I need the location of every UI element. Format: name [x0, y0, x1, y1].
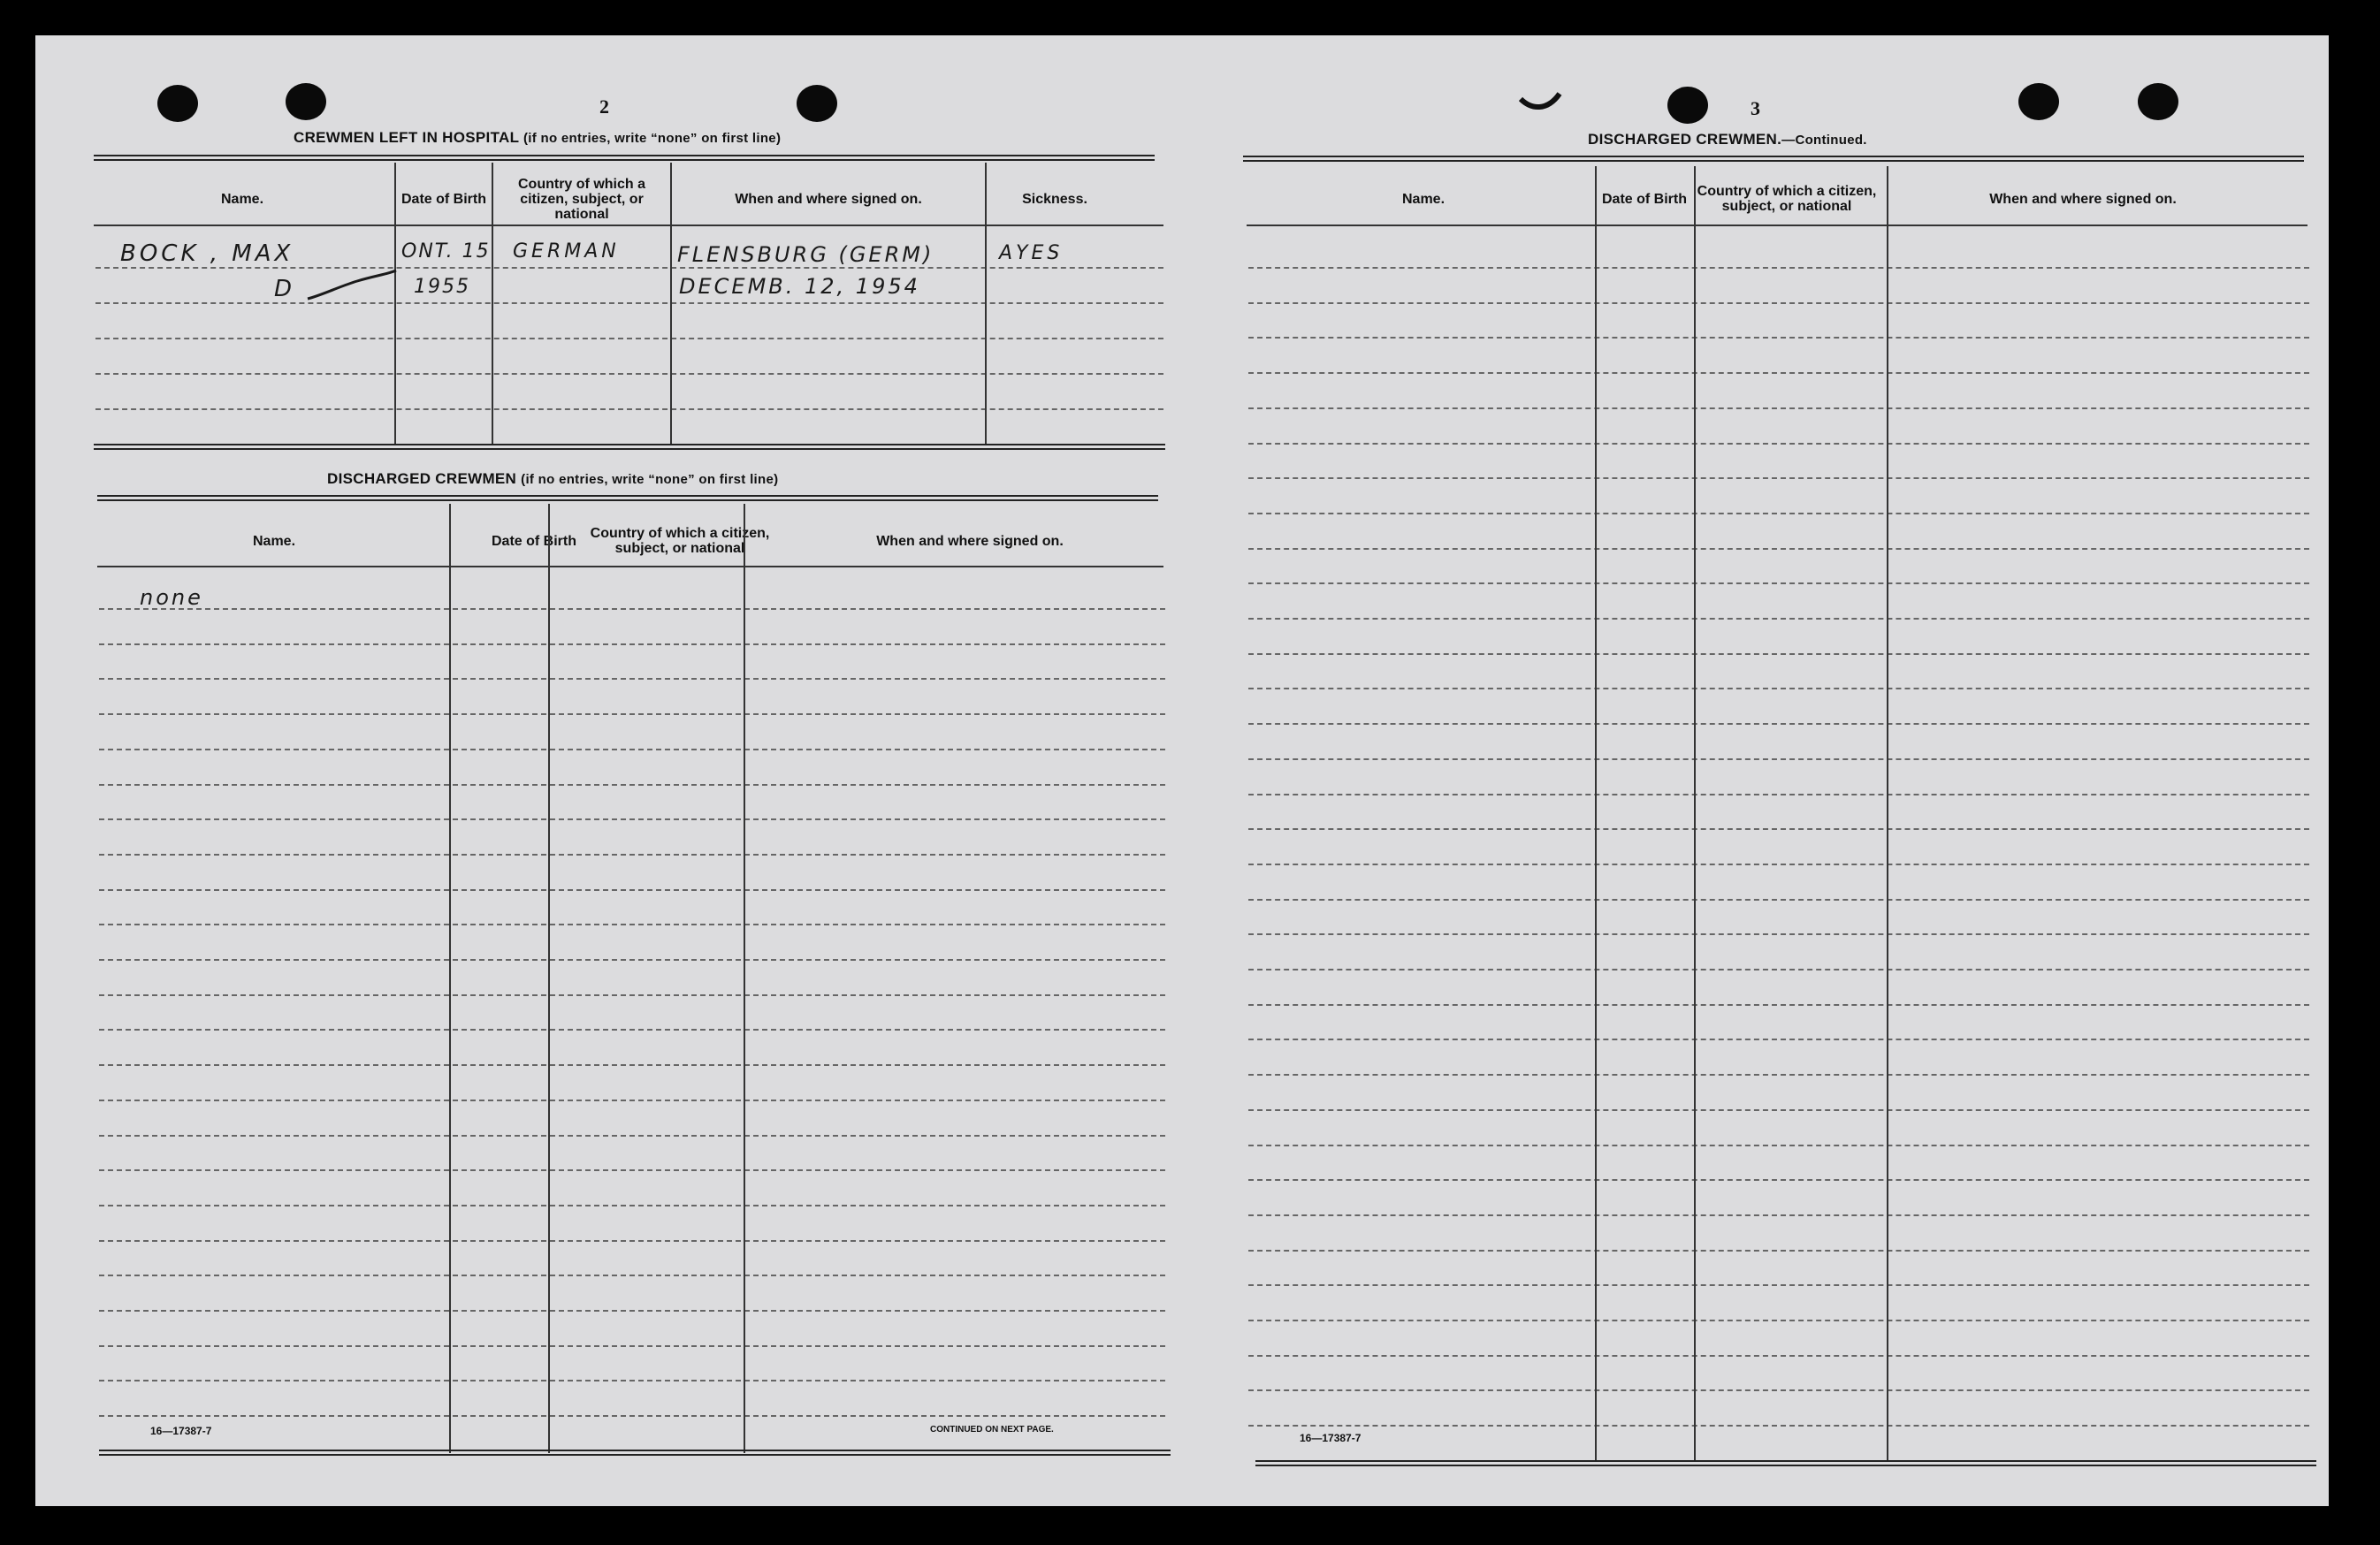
- ruled-entry-line: [95, 302, 1163, 304]
- ruled-entry-line: [95, 408, 1163, 410]
- ruled-entry-line: [1248, 933, 2309, 935]
- discharged-entry-none: none: [140, 585, 203, 610]
- ruled-entry-line: [1248, 1355, 2309, 1357]
- ruled-entry-line: [1248, 828, 2309, 830]
- ruled-entry-line: [99, 1415, 1165, 1417]
- page-corner-mark: [1519, 88, 1563, 115]
- ruled-entry-line: [99, 784, 1165, 786]
- punch-hole-icon: [157, 85, 198, 122]
- ruled-entry-line: [1248, 864, 2309, 865]
- ruled-entry-line: [99, 818, 1165, 820]
- ruled-entry-line: [99, 1100, 1165, 1101]
- discharged-col-name: Name.: [252, 533, 296, 549]
- ruled-entry-line: [95, 338, 1163, 339]
- hospital-subtitle-text: (if no entries, write “none” on first line): [523, 131, 782, 146]
- ruled-entry-line: [1248, 1145, 2309, 1146]
- document-sheet: [35, 35, 2329, 1506]
- ruled-entry-line: [99, 678, 1165, 680]
- ruled-entry-line: [1248, 548, 2309, 550]
- ruled-entry-line: [99, 1310, 1165, 1312]
- hospital-col-divider: [670, 163, 672, 445]
- ruled-entry-line: [1248, 1284, 2309, 1286]
- ruled-entry-line: [99, 889, 1165, 891]
- right-col-dob: Date of Birth: [1602, 191, 1687, 207]
- hospital-bottom-rule: [94, 444, 1165, 450]
- ruled-entry-line: [1248, 267, 2309, 269]
- form-number: 16—17387-7: [150, 1425, 212, 1437]
- ruled-entry-line: [1248, 618, 2309, 620]
- hospital-entry-sickness: AYES: [999, 242, 1064, 264]
- ruled-entry-line: [99, 854, 1165, 856]
- punch-hole-icon: [2018, 83, 2059, 120]
- ruled-entry-line: [1248, 513, 2309, 514]
- ruled-entry-line: [1248, 1425, 2309, 1427]
- right-col-divider: [1694, 166, 1696, 1462]
- page-number: 3: [1751, 97, 1760, 119]
- discharged-col-dob: Date of Birth: [492, 533, 576, 549]
- hospital-section-title: [294, 129, 781, 147]
- ruled-entry-line: [99, 1205, 1165, 1206]
- hospital-entry-dob: ONT. 15: [401, 240, 491, 263]
- hospital-col-divider: [492, 163, 493, 445]
- right-section-title: [1588, 131, 1867, 148]
- punch-hole-icon: [2138, 83, 2178, 120]
- ruled-entry-line: [1248, 1250, 2309, 1252]
- hospital-col-country: Country of which a citizen, subject, or national: [518, 176, 645, 222]
- discharged-title-text: DISCHARGED CREWMEN: [327, 470, 517, 487]
- discharged-header-bottom-rule: [97, 566, 1163, 567]
- ruled-entry-line: [99, 1240, 1165, 1242]
- hospital-col-signed: When and where signed on.: [735, 191, 922, 207]
- right-header-bottom-rule: [1247, 225, 2308, 226]
- ruled-entry-line: [99, 924, 1165, 925]
- right-col-signed: When and where signed on.: [1989, 191, 2177, 207]
- ruled-entry-line: [1248, 688, 2309, 689]
- hospital-entry-signed-date: DECEMB. 12, 1954: [679, 274, 920, 299]
- discharged-col-country: Country of which a citizen, subject, or national: [590, 526, 770, 556]
- right-col-divider: [1595, 166, 1597, 1462]
- hospital-title-text: CREWMEN LEFT IN HOSPITAL: [294, 129, 519, 146]
- ruled-entry-line: [99, 1064, 1165, 1066]
- ruled-entry-line: [1248, 582, 2309, 584]
- ruled-entry-line: [1248, 1004, 2309, 1006]
- ruled-entry-line: [99, 1345, 1165, 1347]
- discharged-bottom-rule: [99, 1450, 1171, 1456]
- ruled-entry-line: [1248, 1179, 2309, 1181]
- discharged-col-divider: [548, 504, 550, 1453]
- ruled-entry-line: [95, 267, 1163, 269]
- hospital-entry-name-initial: D: [274, 276, 296, 302]
- punch-hole-icon: [1667, 87, 1708, 124]
- ruled-entry-line: [99, 959, 1165, 961]
- ruled-entry-line: [99, 643, 1165, 645]
- ruled-entry-line: [99, 1029, 1165, 1031]
- discharged-section-title: [327, 470, 778, 488]
- discharged-subtitle-text: (if no entries, write “none” on first line): [521, 472, 779, 487]
- ruled-entry-line: [99, 749, 1165, 750]
- ruled-entry-line: [1248, 1109, 2309, 1111]
- page-number: 2: [599, 95, 609, 118]
- right-bottom-rule: [1255, 1460, 2316, 1466]
- ruled-entry-line: [1248, 969, 2309, 970]
- hospital-entry-dob-year: 1955: [414, 276, 470, 298]
- punch-hole-icon: [797, 85, 837, 122]
- right-col-divider: [1887, 166, 1888, 1462]
- ruled-entry-line: [1248, 899, 2309, 901]
- punch-hole-icon: [286, 83, 326, 120]
- ruled-entry-line: [1248, 758, 2309, 760]
- right-title-text: DISCHARGED CREWMEN.: [1588, 131, 1782, 148]
- form-number: 16—17387-7: [1300, 1432, 1362, 1444]
- right-col-country: Country of which a citizen, subject, or national: [1697, 184, 1877, 214]
- ruled-entry-line: [1248, 302, 2309, 304]
- ruled-entry-line: [1248, 337, 2309, 339]
- hospital-col-dob: Date of Birth: [401, 191, 486, 207]
- hospital-entry-name: BOCK , MAX: [120, 240, 294, 267]
- hospital-entry-signed: FLENSBURG (GERM): [677, 242, 934, 267]
- ruled-entry-line: [95, 373, 1163, 375]
- hospital-header-bottom-rule: [94, 225, 1163, 226]
- ruled-entry-line: [99, 1169, 1165, 1171]
- hospital-entry-country: GERMAN: [513, 240, 620, 263]
- ruled-entry-line: [1248, 477, 2309, 479]
- ruled-entry-line: [99, 608, 1165, 610]
- ruled-entry-line: [99, 994, 1165, 996]
- discharged-col-divider: [744, 504, 745, 1453]
- hospital-col-divider: [985, 163, 987, 445]
- handwritten-flourish: [304, 269, 401, 308]
- ruled-entry-line: [1248, 443, 2309, 445]
- ruled-entry-line: [1248, 372, 2309, 374]
- ruled-entry-line: [1248, 723, 2309, 725]
- discharged-col-divider: [449, 504, 451, 1453]
- ruled-entry-line: [99, 1135, 1165, 1137]
- ruled-entry-line: [1248, 1389, 2309, 1391]
- ruled-entry-line: [99, 713, 1165, 715]
- ruled-entry-line: [99, 1380, 1165, 1381]
- right-header-rule: [1243, 156, 2304, 162]
- discharged-header-rule: [97, 495, 1158, 501]
- hospital-col-name: Name.: [220, 191, 264, 207]
- right-subtitle-text: —Continued.: [1781, 133, 1867, 148]
- ruled-entry-line: [1248, 1074, 2309, 1076]
- ruled-entry-line: [1248, 1320, 2309, 1321]
- ruled-entry-line: [1248, 1214, 2309, 1216]
- ruled-entry-line: [1248, 407, 2309, 409]
- ruled-entry-line: [1248, 653, 2309, 655]
- ruled-entry-line: [99, 1275, 1165, 1276]
- ruled-entry-line: [1248, 1039, 2309, 1040]
- ruled-entry-line: [1248, 794, 2309, 795]
- right-col-name: Name.: [1401, 191, 1446, 207]
- hospital-col-sickness: Sickness.: [1022, 191, 1087, 207]
- hospital-header-rule: [94, 155, 1155, 161]
- continued-note: CONTINUED ON NEXT PAGE.: [930, 1425, 1054, 1435]
- discharged-col-signed: When and where signed on.: [876, 533, 1064, 549]
